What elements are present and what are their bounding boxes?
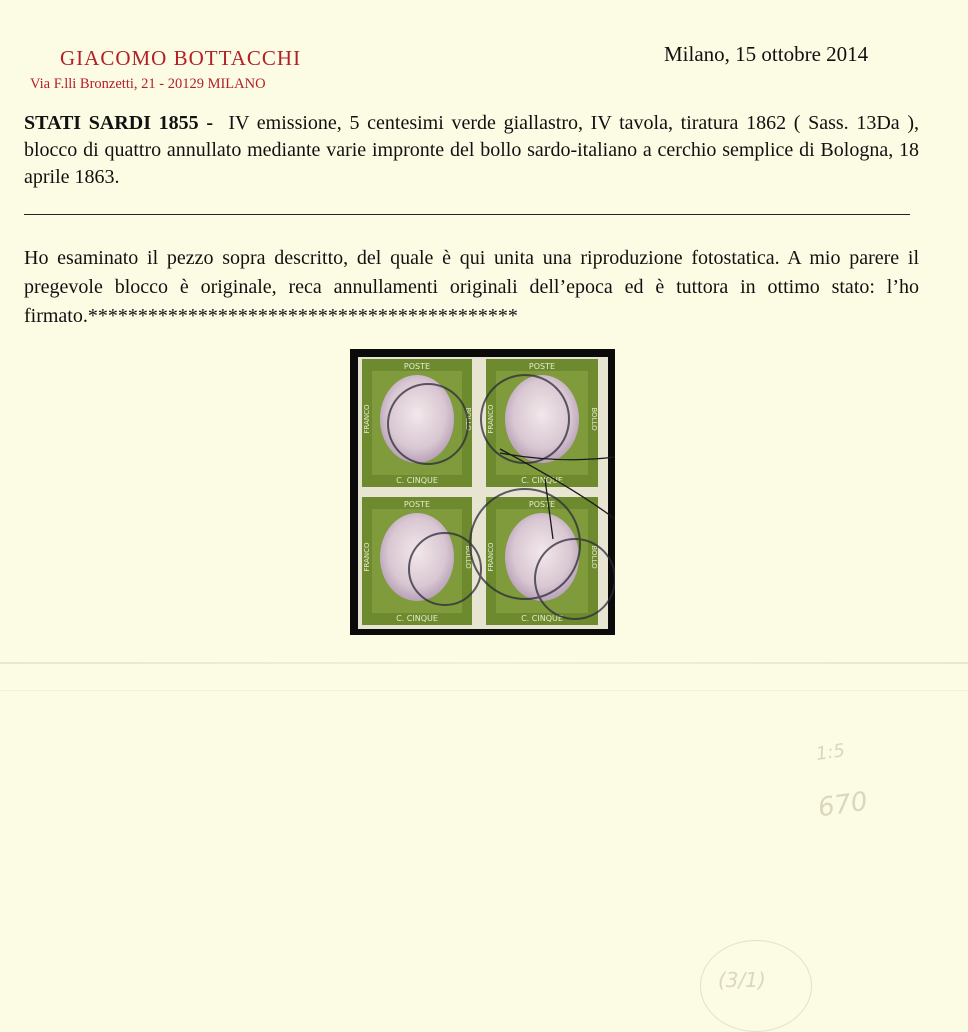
paper-fold-line	[0, 662, 968, 664]
pencil-note-2: 670	[816, 786, 870, 824]
paper-fold-line-2	[0, 690, 968, 691]
stamp-block-image	[350, 349, 615, 635]
stamp-top-left	[362, 359, 472, 487]
stamp-bottom-left-bottom-text: C. CINQUE	[396, 614, 438, 623]
stamp-top-left-right-text: BOLLO	[464, 407, 472, 431]
stamp-bottom-right-top-text: POSTE	[528, 500, 556, 509]
signature-stars: *******************************************	[87, 305, 518, 327]
stamp-top-right-bottom-text: C. CINQUE	[521, 476, 563, 485]
company-name: GIACOMO BOTTACCHI	[60, 46, 302, 70]
stamp-bottom-left-right-text: BOLLO	[464, 545, 472, 569]
stamp-top-right-top-text: POSTE	[528, 362, 556, 371]
stamp-bottom-left-left-text: FRANCO	[363, 542, 371, 572]
stamp-bottom-right-right-text: BOLLO	[590, 545, 598, 569]
pencil-note-1: 1:5	[814, 740, 847, 765]
statement-text: Ho esaminato il pezzo sopra descritto, del quale è qui unita una riproduzione fotostatica. A mio parere il pregevole blocco è originale, reca annullamenti originali dell’epoca ed è tuttora in ottimo stato: l’ho firmato.	[24, 247, 919, 327]
stamp-bottom-left	[362, 497, 472, 625]
stamp-block-photo	[350, 349, 615, 635]
stamp-top-left-top-text: POSTE	[403, 362, 431, 371]
pencil-note-3: (3/1)	[718, 968, 766, 992]
description-text: IV emissione, 5 centesimi verde giallastro, IV tavola, tiratura 1862 ( Sass. 13Da ), blocco di quattro annullato mediante varie impronte del bollo sardo-italiano a cerchio semplice di Bologna, 18 aprile 1863.	[24, 112, 919, 188]
stamp-top-right-left-text: FRANCO	[487, 404, 495, 434]
divider-rule	[24, 214, 910, 215]
stamp-bottom-right-left-text: FRANCO	[487, 542, 495, 572]
description-title: STATI SARDI 1855 -	[24, 112, 213, 134]
certificate-date: Milano, 15 ottobre 2014	[664, 42, 869, 66]
stamp-bottom-right-bottom-text: C. CINQUE	[521, 614, 563, 623]
stamp-top-left-left-text: FRANCO	[363, 404, 371, 434]
stamp-bottom-right	[486, 497, 598, 625]
company-address: Via F.lli Bronzetti, 21 - 20129 MILANO	[30, 76, 266, 92]
expert-statement	[24, 244, 919, 331]
stamp-top-right-right-text: BOLLO	[590, 407, 598, 431]
stamp-bottom-left-top-text: POSTE	[403, 500, 431, 509]
stamp-description	[24, 110, 919, 191]
stamp-top-left-bottom-text: C. CINQUE	[396, 476, 438, 485]
